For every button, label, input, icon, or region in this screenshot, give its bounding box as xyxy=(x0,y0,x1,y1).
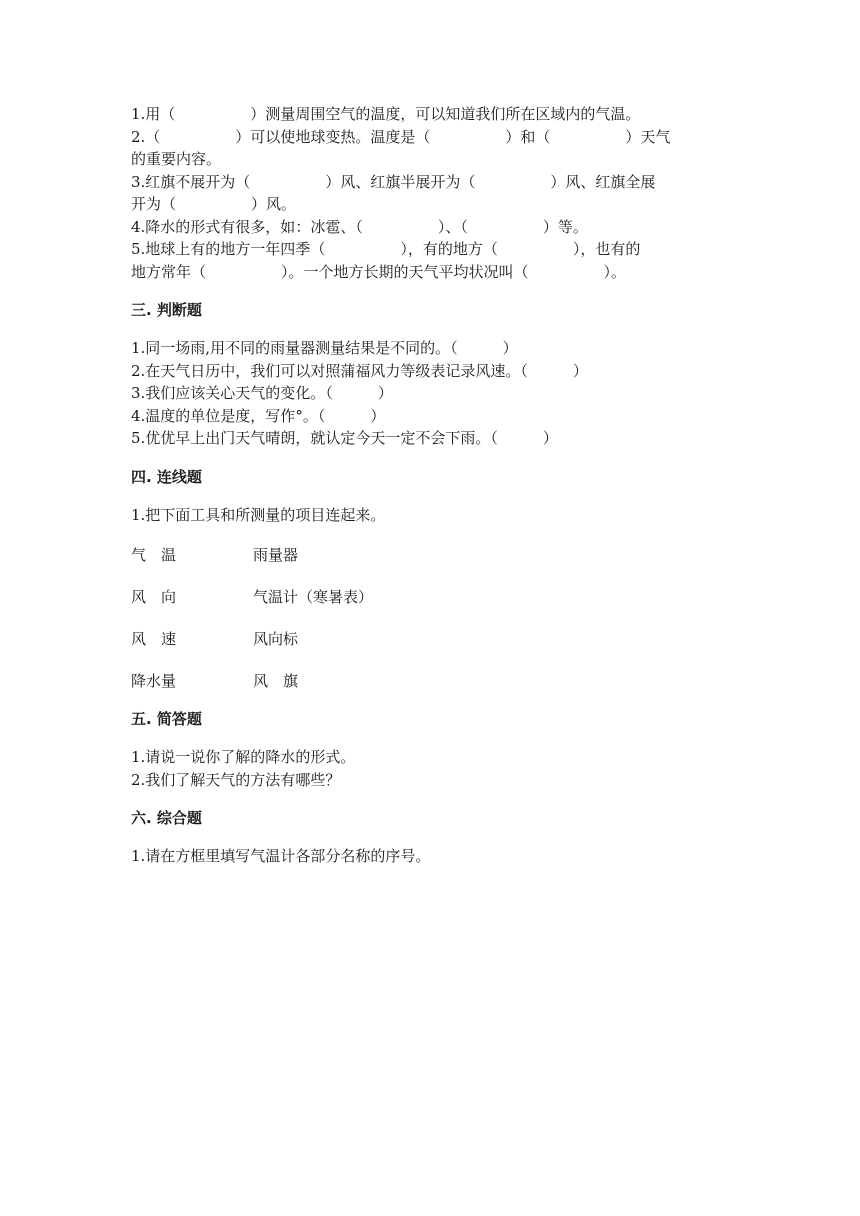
matching-left-item: 气 温 xyxy=(131,546,177,564)
fill-in-line: 的重要内容。 xyxy=(131,150,222,168)
matching-left-item: 风 速 xyxy=(131,630,177,648)
matching-right-item: 风向标 xyxy=(253,630,299,648)
judgement-item: 3.我们应该关心天气的变化。（ ） xyxy=(131,384,393,402)
fill-in-line: 地方常年（ ）。一个地方长期的天气平均状况叫（ ）。 xyxy=(131,262,627,281)
matching-left-item: 风 向 xyxy=(131,588,177,606)
short-answer-item: 2.我们了解天气的方法有哪些？ xyxy=(131,770,341,789)
judgement-item: 4.温度的单位是度，写作°。（ ） xyxy=(131,406,386,425)
matching-row xyxy=(131,670,741,692)
fill-in-line: 5.地球上有的地方一年四季（ ），有的地方（ ），也有的 xyxy=(131,240,641,258)
matching-left-item: 降水量 xyxy=(131,672,177,690)
matching-row xyxy=(131,586,741,608)
short-answer-item: 1.请说一说你了解的降水的形式。 xyxy=(131,748,356,766)
judgement-section xyxy=(131,337,741,450)
fill-in-section xyxy=(131,103,741,283)
fill-in-line: 1.用（ ）测量周围空气的温度，可以知道我们所在区域内的气温。 xyxy=(131,105,641,123)
section-heading-comprehensive: 六. 综合题 xyxy=(131,809,202,827)
matching-table xyxy=(131,544,741,692)
comprehensive-item: 1.请在方框里填写气温计各部分名称的序号。 xyxy=(131,847,431,865)
section-heading-short-answer: 五. 简答题 xyxy=(131,710,202,728)
judgement-item: 5.优优早上出门天气晴朗，就认定今天一定不会下雨。（ ） xyxy=(131,429,558,447)
fill-in-line: 3.红旗不展开为（ ）风、红旗半展开为（ ）风、红旗全展 xyxy=(131,172,656,191)
matching-instruction: 1.把下面工具和所测量的项目连起来。 xyxy=(131,505,386,524)
section-heading-matching: 四. 连线题 xyxy=(131,467,202,486)
judgement-item: 1.同一场雨,用不同的雨量器测量结果是不同的。（ ） xyxy=(131,339,518,357)
matching-right-item: 风 旗 xyxy=(253,672,299,690)
matching-right-item: 气温计（寒暑表） xyxy=(253,588,374,606)
matching-right-item: 雨量器 xyxy=(253,546,299,564)
matching-row xyxy=(131,544,741,566)
judgement-item: 2.在天气日历中，我们可以对照蒲福风力等级表记录风速。（ ） xyxy=(131,361,588,380)
matching-row xyxy=(131,628,741,650)
worksheet-page xyxy=(131,103,741,868)
fill-in-line: 2.（ ）可以使地球变热。温度是（ ）和（ ）天气 xyxy=(131,127,671,146)
section-heading-judgement: 三. 判断题 xyxy=(131,301,202,319)
comprehensive-section xyxy=(131,845,741,868)
fill-in-line: 开为（ ）风。 xyxy=(131,195,297,213)
fill-in-line: 4.降水的形式有很多，如：冰雹、（ ）、（ ）等。 xyxy=(131,217,588,236)
short-answer-section xyxy=(131,746,741,791)
